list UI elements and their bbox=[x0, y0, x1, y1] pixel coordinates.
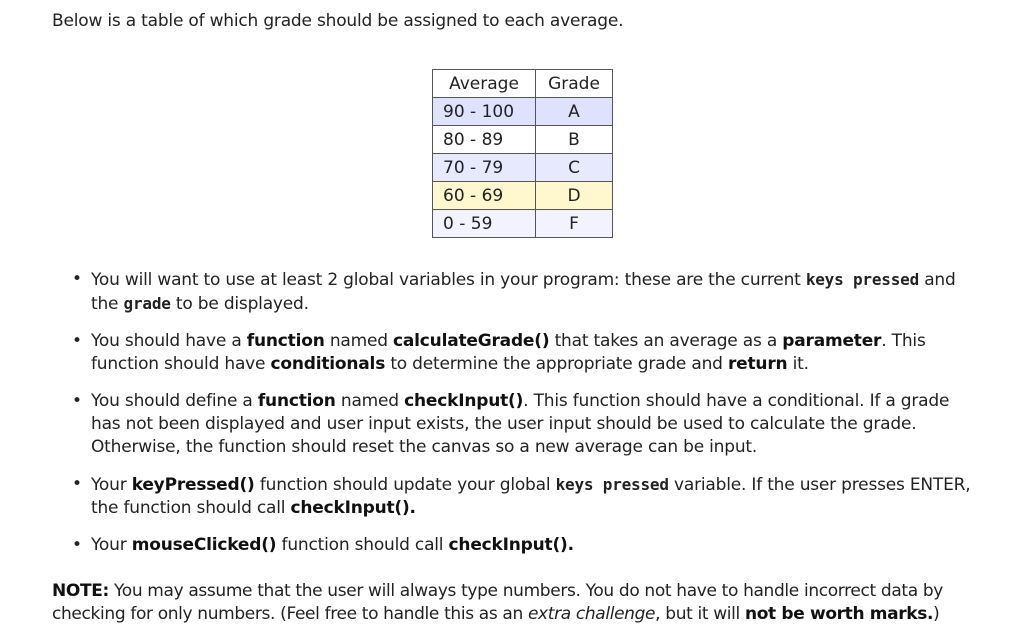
bold-term: checkInput(). bbox=[290, 498, 416, 518]
grade-cell: C bbox=[536, 154, 613, 182]
average-cell: 0 - 59 bbox=[433, 210, 536, 238]
grade-cell: B bbox=[536, 126, 613, 154]
average-cell: 60 - 69 bbox=[433, 182, 536, 210]
italic-term: extra challenge bbox=[527, 604, 656, 624]
bold-term: parameter bbox=[782, 331, 882, 351]
bullet-icon: • bbox=[72, 474, 82, 494]
list-item bbox=[72, 268, 982, 316]
bullet-icon: • bbox=[72, 391, 82, 411]
text-run: ) bbox=[933, 604, 940, 624]
list-item bbox=[72, 390, 982, 459]
bullet-icon: • bbox=[72, 269, 82, 289]
bullet-icon: • bbox=[72, 535, 82, 555]
text-run: that takes an average as a bbox=[549, 331, 783, 351]
bold-term: not be worth marks. bbox=[744, 604, 934, 624]
text-run: named bbox=[324, 331, 394, 351]
bullet-text bbox=[91, 475, 970, 518]
code-term: keys pressed bbox=[555, 475, 669, 494]
text-run: Your bbox=[91, 475, 132, 495]
text-run: function should update your global bbox=[254, 475, 556, 495]
header-average: Average bbox=[433, 70, 536, 98]
text-run: function should call bbox=[276, 535, 449, 555]
code-term: keys pressed bbox=[805, 270, 920, 289]
bold-term: checkInput(). bbox=[448, 535, 574, 555]
text-run: variable. If the user presses ENTER, the function should call bbox=[91, 475, 971, 518]
text-run: named bbox=[335, 391, 405, 411]
table-row bbox=[433, 126, 613, 154]
bold-term: calculateGrade() bbox=[393, 331, 550, 351]
requirements-list bbox=[72, 268, 982, 571]
list-item bbox=[72, 534, 982, 557]
bold-term: mouseClicked() bbox=[131, 535, 277, 555]
code-term: grade bbox=[123, 294, 171, 313]
text-run: to be displayed. bbox=[170, 294, 309, 314]
list-item bbox=[72, 473, 982, 520]
grade-table bbox=[432, 69, 613, 238]
list-item bbox=[72, 330, 982, 376]
bold-term: keyPressed() bbox=[131, 475, 255, 495]
bold-term: function bbox=[257, 391, 336, 411]
text-run: You may assume that the user will always type numbers. You do not have to handle incorrect data by checking for only numbers. (Feel free to handle this as an bbox=[52, 581, 943, 624]
bullet-text bbox=[91, 331, 926, 374]
bullet-text bbox=[91, 270, 956, 314]
bold-term: NOTE: bbox=[52, 581, 109, 601]
table-row bbox=[433, 154, 613, 182]
grade-cell: A bbox=[536, 98, 613, 126]
text-run: You should have a bbox=[91, 331, 247, 351]
average-cell: 90 - 100 bbox=[433, 98, 536, 126]
bold-term: return bbox=[727, 354, 788, 374]
table-row bbox=[433, 98, 613, 126]
text-run: and the bbox=[91, 270, 956, 314]
average-cell: 70 - 79 bbox=[433, 154, 536, 182]
grade-cell: D bbox=[536, 182, 613, 210]
bold-term: checkInput() bbox=[404, 391, 524, 411]
text-run: . This function should have bbox=[91, 331, 926, 374]
bullet-text bbox=[91, 391, 949, 457]
bullet-text bbox=[91, 535, 574, 555]
header-grade: Grade bbox=[536, 70, 613, 98]
average-cell: 80 - 89 bbox=[433, 126, 536, 154]
text-run: to determine the appropriate grade and bbox=[385, 354, 728, 374]
text-run: Your bbox=[91, 535, 132, 555]
text-run: You should define a bbox=[91, 391, 258, 411]
text-run: , but it will bbox=[655, 604, 745, 624]
table-row bbox=[433, 210, 613, 238]
table-row bbox=[433, 182, 613, 210]
intro-text: Below is a table of which grade should be assigned to each average. bbox=[52, 11, 624, 31]
text-run: . This function should have a conditional. If a grade has not been displayed and user input exists, the user input should be used to calculate the grade. Otherwise, the function should reset the canvas so a new average can be input. bbox=[91, 391, 950, 457]
text-run: You will want to use at least 2 global variables in your program: these are the current bbox=[91, 270, 806, 290]
bold-term: conditionals bbox=[270, 354, 386, 374]
table-header-row bbox=[433, 70, 613, 98]
note-text bbox=[52, 581, 943, 624]
note-paragraph bbox=[52, 580, 1012, 626]
grade-cell: F bbox=[536, 210, 613, 238]
bullet-icon: • bbox=[72, 331, 82, 351]
bold-term: function bbox=[246, 331, 325, 351]
text-run: it. bbox=[787, 354, 809, 374]
